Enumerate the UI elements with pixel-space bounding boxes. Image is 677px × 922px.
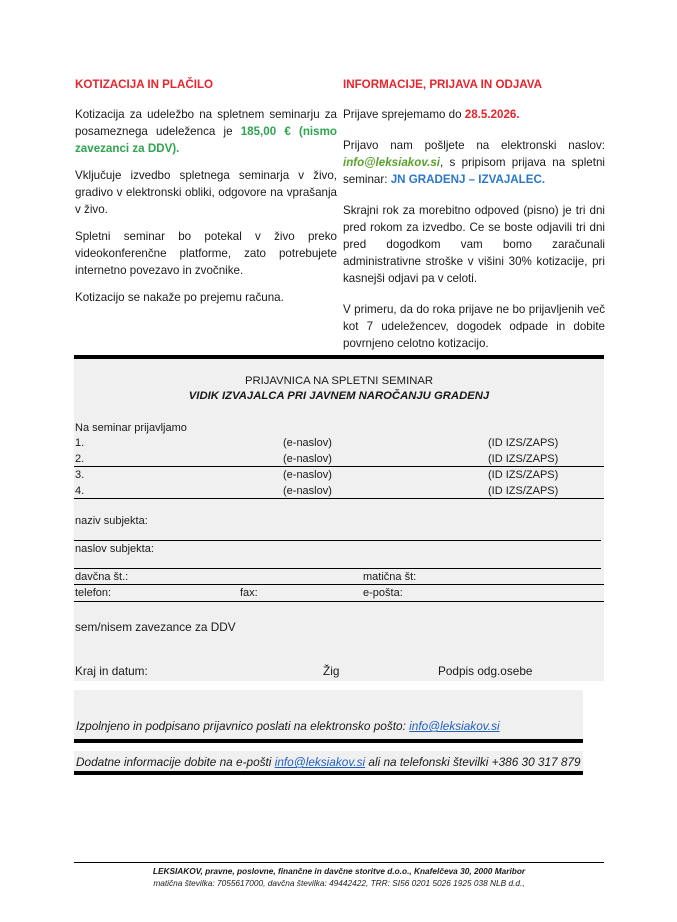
participant-2-email-field[interactable]: (e-naslov) [283, 453, 332, 465]
pricing-section [75, 76, 337, 316]
participant-4-id-field[interactable]: (ID IZS/ZAPS) [488, 485, 559, 497]
phone-field[interactable]: telefon: [75, 587, 112, 599]
footer-registration-line: matična številka: 7055617000, davčna številka: 49442422, TRR: SI56 0201 5026 1925 038 NLB d.d., [153, 878, 525, 888]
info-note-divider [74, 771, 583, 775]
signature-field[interactable]: Podpis odg.osebe [438, 664, 533, 678]
participant-4-number: 4. [75, 485, 85, 497]
place-date-field[interactable]: Kraj in datum: [75, 664, 148, 678]
footer-divider [74, 862, 604, 863]
form-title: PRIJAVNICA NA SPLETNI SEMINAR [244, 375, 434, 387]
participant-3-id-field[interactable]: (ID IZS/ZAPS) [488, 469, 559, 481]
registration-number-field[interactable]: matična št: [363, 571, 417, 583]
participant-1-email-field[interactable]: (e-naslov) [283, 437, 332, 449]
pricing-heading: KOTIZACIJA IN PLAČILO [75, 78, 214, 91]
participant-2-id-field[interactable]: (ID IZS/ZAPS) [488, 453, 559, 465]
payment-paragraph: Kotizacijo se nakaže po prejemu računa. [75, 291, 284, 304]
participant-3-number: 3. [75, 469, 85, 481]
pricing-paragraph: Kotizacija za udeležbo na spletnem seminarju za posameznega udeleženca je 185,00 € (nismo zavezanci za DDV). [75, 108, 337, 155]
stamp-label: Žig [323, 664, 340, 678]
registration-info-section [343, 76, 605, 362]
submit-note-divider [74, 739, 583, 743]
participant-2-number: 2. [75, 453, 85, 465]
row-divider [74, 584, 604, 585]
company-name-field[interactable]: naziv subjekta: [75, 515, 148, 527]
deadline-date: 28.5.2026. [464, 108, 520, 121]
participant-1-number: 1. [75, 437, 85, 449]
submit-email-link[interactable]: info@leksiakov.si [409, 719, 500, 733]
participant-4-email-field[interactable]: (e-naslov) [283, 485, 332, 497]
deadline-paragraph: Prijave sprejemamo do 28.5.2026. [343, 108, 520, 121]
minimum-participants-paragraph: V primeru, da do roka prijave ne bo prijavljenih več kot 7 udeležencev, dogodek odpade in dobite povrnjeno celotno kotizacijo. [343, 303, 605, 350]
submit-note: Izpolnjeno in podpisano prijavnico poslati na elektronsko pošto: info@leksiakov.si [76, 719, 500, 733]
footer-company-line: LEKSIAKOV, pravne, poslovne, finančne in davčne storitve d.o.o., Knafelčeva 30, 2000 Maribor [152, 866, 526, 876]
email-link[interactable]: info@leksiakov.si [343, 156, 441, 169]
company-footer [74, 865, 604, 889]
cancellation-paragraph: Skrajni rok za morebitno odpoved (pisno) je tri dni pred rokom za izvedbo. Ce se boste odjavili tri dni pred dogodkom vam bomo zaračunali administrativne stroške v višini 30% kotizacije, pri kasnejši odjavi pa v celoti. [343, 204, 605, 285]
form-subtitle: VIDIK IZVAJALCA PRI JAVNEM NAROČANJU GRADENJ [188, 390, 490, 402]
participant-1-id-field[interactable]: (ID IZS/ZAPS) [488, 437, 559, 449]
tax-number-field[interactable]: davčna št.: [75, 571, 129, 583]
price-value: 185,00 € (nismo zavezanci za DDV). [75, 125, 337, 155]
platform-paragraph: Spletni seminar bo potekal v živo preko videokonferenčne platforme, zato potrebujete internetno povezavo in zvočnike. [75, 230, 337, 277]
info-email-link[interactable]: info@leksiakov.si [274, 755, 366, 769]
fax-field[interactable]: fax: [240, 587, 258, 599]
info-note: Dodatne informacije dobite na e-pošti info@leksiakov.si ali na telefonski številki +386 30 317 879 [76, 755, 581, 769]
row-divider [74, 568, 601, 569]
vat-status-field[interactable]: sem/nisem zavezance za DDV [75, 620, 236, 634]
registration-heading: INFORMACIJE, PRIJAVA IN ODJAVA [343, 78, 543, 91]
participant-3-email-field[interactable]: (e-naslov) [283, 469, 332, 481]
company-address-field[interactable]: naslov subjekta: [75, 543, 154, 555]
includes-paragraph: Vključuje izvedbo spletnega seminarja v živo, gradivo v elektronski obliki, odgovore na vprašanja v živo. [75, 169, 337, 216]
participants-label: Na seminar prijavljamo [75, 422, 187, 434]
row-divider [74, 498, 604, 499]
row-divider [74, 601, 604, 602]
seminar-code: JN GRADENJ – IZVAJALEC. [390, 173, 546, 186]
send-paragraph: Prijavo nam pošljete na elektronski naslov: info@leksiakov.si, s pripisom prijava na spletni seminar: JN GRADENJ – IZVAJALEC. [343, 139, 605, 186]
email-field[interactable]: e-pošta: [363, 587, 403, 599]
row-divider [74, 466, 604, 467]
row-divider [74, 540, 601, 541]
